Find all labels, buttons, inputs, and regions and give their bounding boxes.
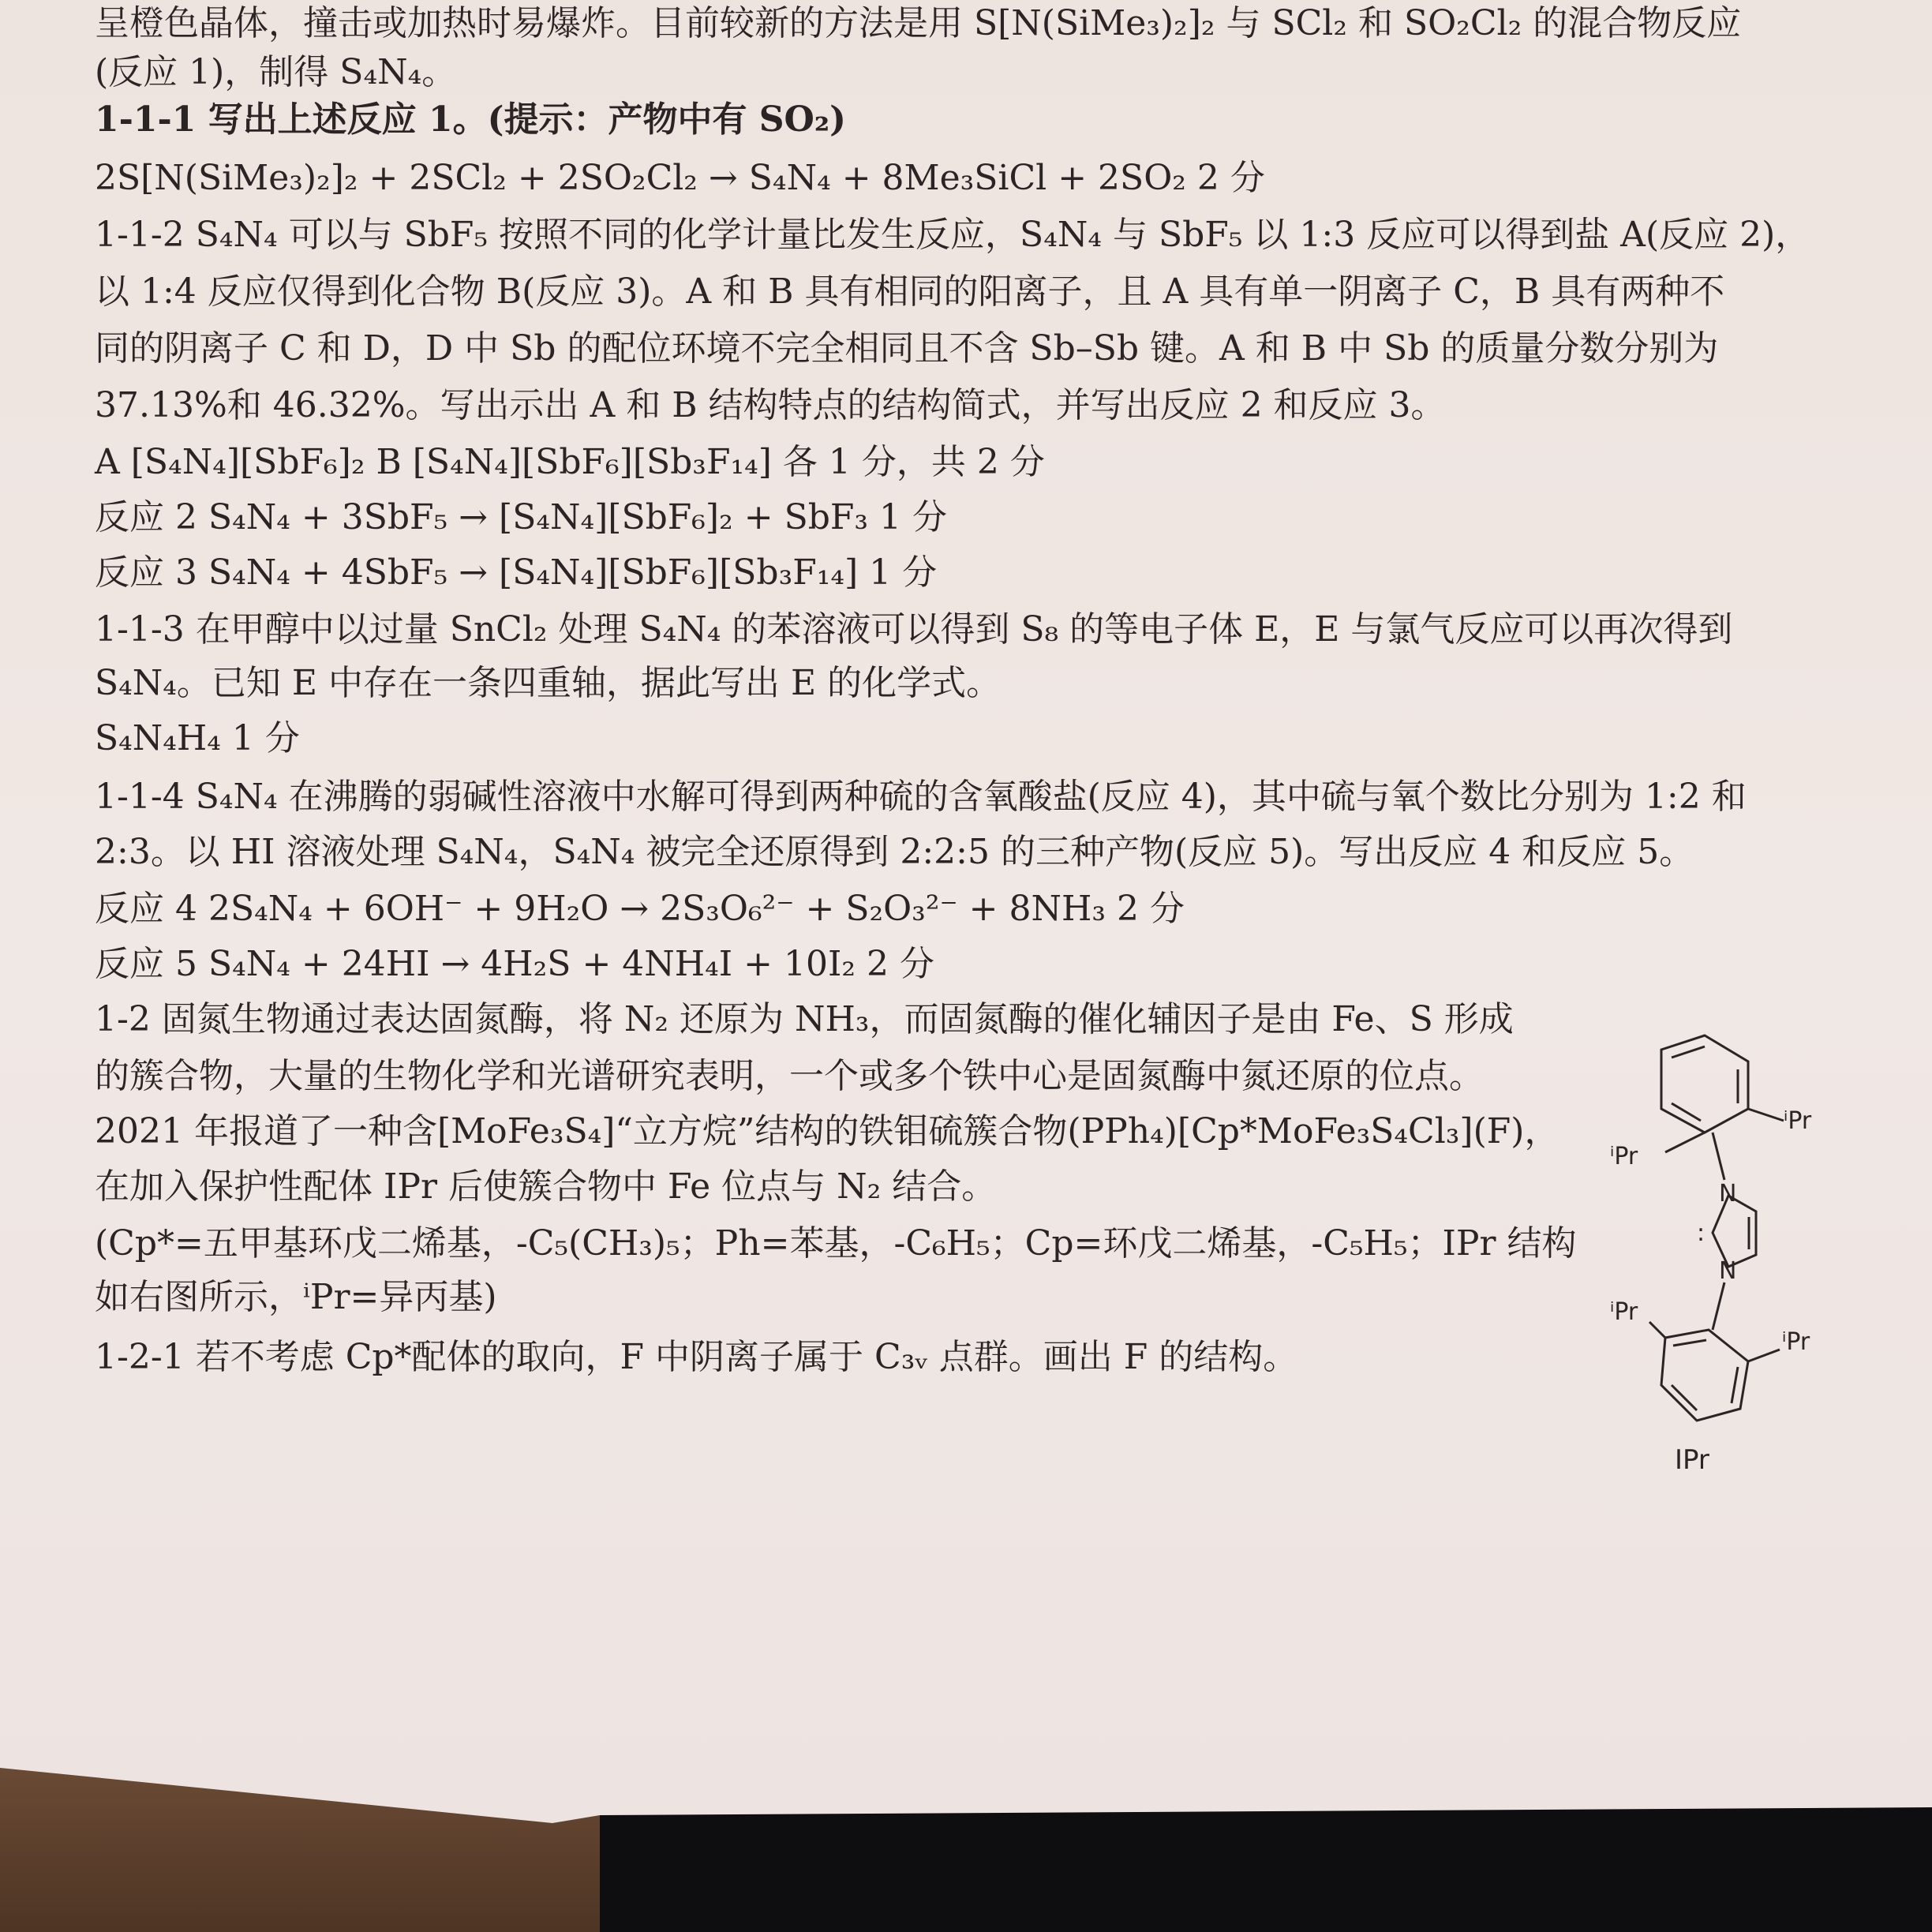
question-1-1-1: 1-1-1 写出上述反应 1。(提示：产物中有 SO₂) [95,99,846,140]
answer-reaction-2: 反应 2 S₄N₄ + 3SbF₅ → [S₄N₄][SbF₆]₂ + SbF₃ 1 分 [95,497,948,537]
text-line-13: S₄N₄。已知 E 中存在一条四重轴，据此写出 E 的化学式。 [95,663,1002,703]
upper-aryl-ring [1661,1035,1748,1133]
question-1-2: 1-2 固氮生物通过表达固氮酶，将 N₂ 还原为 NH₃，而固氮酶的催化辅因子是由 Fe、S 形成 [95,999,1514,1039]
text-line-16: 2:3。以 HI 溶液处理 S₄N₄，S₄N₄ 被完全还原得到 2:2:5 的三种产物(反应 5)。写出反应 4 和反应 5。 [95,832,1694,872]
figure-caption: IPr [1675,1444,1709,1476]
answer-e-formula: S₄N₄H₄ 1 分 [95,718,300,758]
answer-reaction-1: 2S[N(SiMe₃)₂]₂ + 2SCl₂ + 2SO₂Cl₂ → S₄N₄ + 8Me₃SiCl + 2SO₂ 2 分 [95,158,1265,198]
answer-reaction-3: 反应 3 S₄N₄ + 4SbF₅ → [S₄N₄][SbF₆][Sb₃F₁₄] 1 分 [95,552,938,593]
text-line-6: 以 1:4 反应仅得到化合物 B(反应 3)。A 和 B 具有相同的阳离子，且 A 具有单一阴离子 C，B 具有两种不 [95,271,1725,312]
carbene-lone-pair: : [1697,1219,1705,1247]
text-line-23: (Cp*=五甲基环戊二烯基，-C₅(CH₃)₅；Ph=苯基，-C₆H₅；Cp=环戊二烯基，-C₅H₅；IPr 结构 [95,1223,1577,1264]
answer-structures: A [S₄N₄][SbF₆]₂ B [S₄N₄][SbF₆][Sb₃F₁₄] 各 1 分，共 2 分 [95,442,1045,482]
ipr-structure-figure [1586,1026,1823,1500]
answer-reaction-5: 反应 5 S₄N₄ + 24HI → 4H₂S + 4NH₄I + 10I₂ 2 分 [95,944,934,984]
text-line-1: 呈橙色晶体，撞击或加热时易爆炸。目前较新的方法是用 S[N(SiMe₃)₂]₂ 与 SCl₂ 和 SO₂Cl₂ 的混合物反应 [95,3,1742,43]
text-line-20: 的簇合物，大量的生物化学和光谱研究表明，一个或多个铁中心是固氮酶中氮还原的位点。 [95,1056,1484,1096]
text-line-7: 同的阴离子 C 和 D，D 中 Sb 的配位环境不完全相同且不含 Sb–Sb 键。A 和 B 中 Sb 的质量分数分别为 [95,328,1719,369]
dark-surface [600,1807,1932,1932]
text-line-24: 如右图所示，ⁱPr=异丙基) [95,1277,497,1317]
ipr-label-upper-left: ⁱPr [1610,1143,1638,1170]
ipr-label-lower-left: ⁱPr [1610,1298,1638,1326]
question-1-2-1: 1-2-1 若不考虑 Cp*配体的取向，F 中阴离子属于 C₃ᵥ 点群。画出 F 的结构。 [95,1337,1298,1377]
question-1-1-3: 1-1-3 在甲醇中以过量 SnCl₂ 处理 S₄N₄ 的苯溶液可以得到 S₈ 的等电子体 E，E 与氯气反应可以再次得到 [95,609,1733,650]
text-line-2: (反应 1)，制得 S₄N₄。 [95,52,457,92]
text-line-8: 37.13%和 46.32%。写出示出 A 和 B 结构特点的结构简式，并写出反应 2 和反应 3。 [95,385,1446,425]
question-1-1-4: 1-1-4 S₄N₄ 在沸腾的弱碱性溶液中水解可得到两种硫的含氧酸盐(反应 4)，其中硫与氧个数比分别为 1:2 和 [95,777,1747,817]
nitrogen-label-bottom: N [1719,1257,1737,1285]
question-1-1-2: 1-1-2 S₄N₄ 可以与 SbF₅ 按照不同的化学计量比发生反应，S₄N₄ 与 SbF₅ 以 1:3 反应可以得到盐 A(反应 2)， [95,215,1810,255]
text-line-22: 在加入保护性配体 IPr 后使簇合物中 Fe 位点与 N₂ 结合。 [95,1166,997,1207]
text-line-21: 2021 年报道了一种含[MoFe₃S₄]“立方烷”结构的铁钼硫簇合物(PPh₄)[Cp*MoFe₃S₄Cl₃](F)， [95,1111,1559,1151]
lower-aryl-ring [1661,1330,1748,1421]
ipr-label-upper-right: ⁱPr [1784,1107,1812,1135]
answer-reaction-4: 反应 4 2S₄N₄ + 6OH⁻ + 9H₂O → 2S₃O₆²⁻ + S₂O₃²⁻ + 8NH₃ 2 分 [95,889,1185,929]
ipr-label-lower-right: ⁱPr [1782,1328,1810,1356]
nitrogen-label-top: N [1719,1180,1737,1208]
